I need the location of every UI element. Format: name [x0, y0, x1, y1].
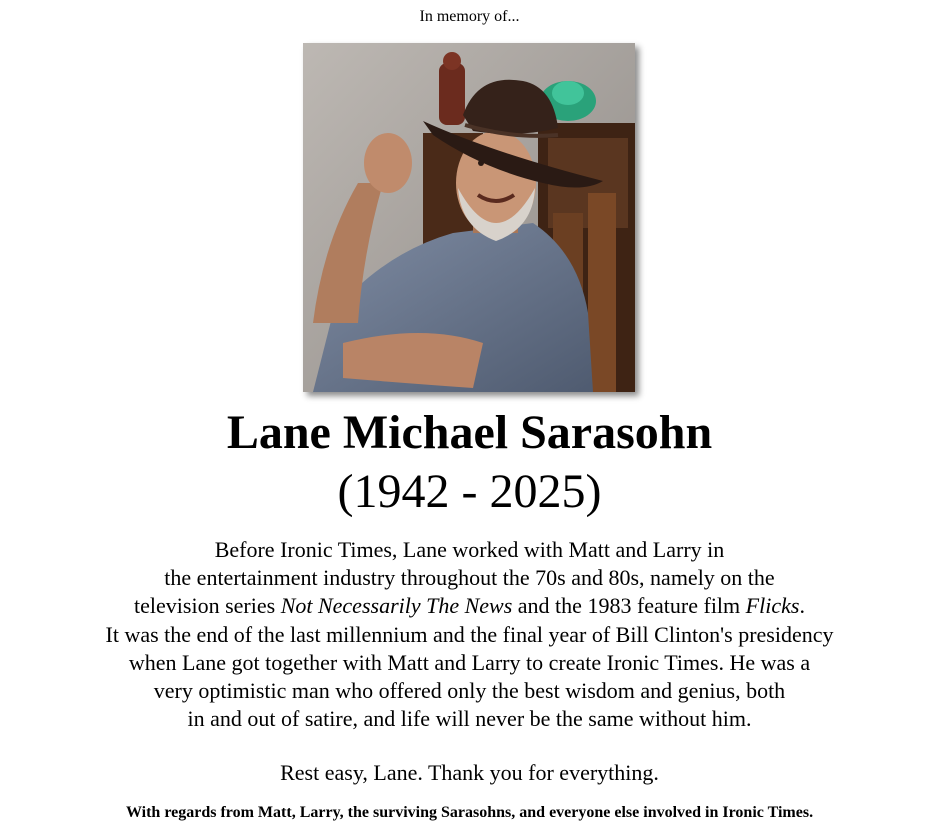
memorial-bio — [0, 536, 939, 733]
film-title: Flicks — [745, 593, 800, 619]
portrait-photo — [303, 43, 635, 392]
memorial-years: (1942 - 2025) — [337, 465, 602, 518]
bio-line-3 — [0, 592, 939, 620]
bio-line-6: very optimistic man who offered only the best wisdom and genius, both — [153, 678, 786, 704]
bio-line-1: Before Ironic Times, Lane worked with Matt and Larry in — [214, 537, 725, 562]
bio-line-7: in and out of satire, and life will never be the same without him. — [187, 706, 752, 732]
intro-text: In memory of... — [419, 8, 520, 25]
farewell-text: Rest easy, Lane. Thank you for everything. — [280, 760, 659, 785]
bio-line-5: when Lane got together with Matt and Larry to create Ironic Times. He was a — [128, 649, 811, 675]
memorial-name: Lane Michael Sarasohn — [226, 406, 713, 459]
bio-line-3-suffix: . — [799, 593, 805, 619]
show-title: Not Necessarily The News — [280, 593, 513, 619]
regards-text: With regards from Matt, Larry, the surviving Sarasohns, and everyone else involved in Ironic Times. — [125, 804, 814, 821]
bio-line-2: the entertainment industry throughout the 70s and 80s, namely on the — [164, 565, 775, 591]
bio-line-4: It was the end of the last millennium and the final year of Bill Clinton's presidency — [105, 621, 834, 647]
bio-line-3-prefix: television series — [134, 593, 281, 619]
bio-line-3-middle: and the 1983 feature film — [512, 593, 746, 619]
